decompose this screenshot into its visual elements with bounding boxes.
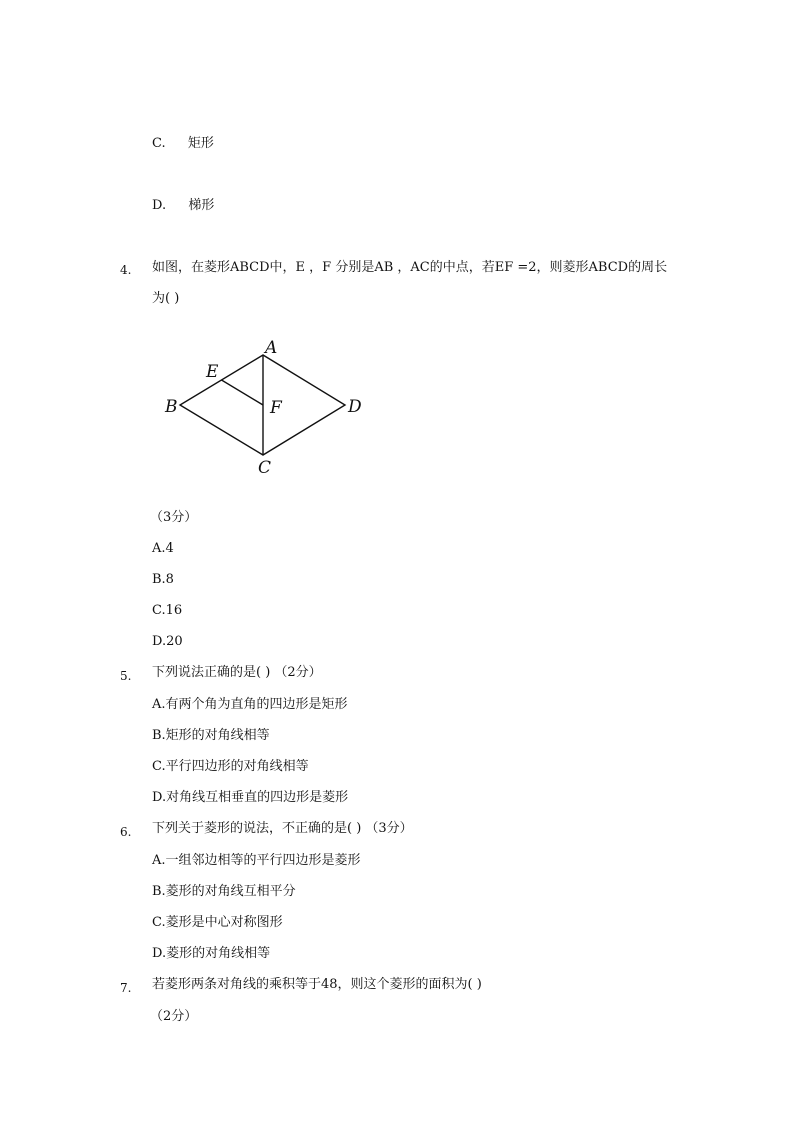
option-letter: D. [152,198,167,213]
question-4-option-b: B.8 [152,572,174,587]
question-6-option-c: C.菱形是中心对称图形 [152,915,283,930]
question-7-number: 7. [120,981,132,995]
question-7-points: （2分） [150,1009,198,1024]
label-e: E [206,362,219,382]
question-5-option-b: B.矩形的对角线相等 [152,728,270,743]
question-4-stem-line2: 为( ) [152,291,180,306]
label-d: D [348,397,362,417]
question-6-option-d: D.菱形的对角线相等 [152,946,271,961]
question-4-option-a: A.4 [152,541,174,556]
question-6-number: 6. [120,825,132,839]
question-5-option-d: D.对角线互相垂直的四边形是菱形 [152,790,349,805]
question-4-number: 4. [120,263,132,277]
question-7-stem: 若菱形两条对角线的乘积等于48，则这个菱形的面积为( ) [152,977,482,992]
option-text: 梯形 [188,198,215,213]
rhombus-diagram [160,335,375,480]
option-letter: C. [152,136,166,151]
question-6-option-a: A.一组邻边相等的平行四边形是菱形 [152,853,361,868]
question-5-option-a: A.有两个角为直角的四边形是矩形 [152,697,348,712]
option-text: 矩形 [187,136,214,151]
label-f: F [270,398,282,418]
rhombus-figure [160,335,375,480]
question-6-option-b: B.菱形的对角线互相平分 [152,884,296,899]
label-b: B [165,397,178,417]
question-4-option-c: C.16 [152,603,183,618]
question-4-points: （3分） [150,510,198,525]
question-6-stem: 下列关于菱形的说法，不正确的是( ) （3分） [152,821,413,836]
segment-ef [222,380,264,405]
label-c: C [258,458,272,478]
question-5-number: 5. [120,669,132,683]
option-c-previous [152,136,214,152]
question-5-option-c: C.平行四边形的对角线相等 [152,759,309,774]
option-d-previous [152,198,214,214]
label-a: A [265,338,278,358]
question-5-stem: 下列说法正确的是( ) （2分） [152,665,322,680]
question-4-stem-line1: 如图，在菱形ABCD中，E ，F 分别是AB ，AC的中点，若EF =2，则菱形ABCD的周长 [152,260,668,275]
question-4-option-d: D.20 [152,634,183,649]
